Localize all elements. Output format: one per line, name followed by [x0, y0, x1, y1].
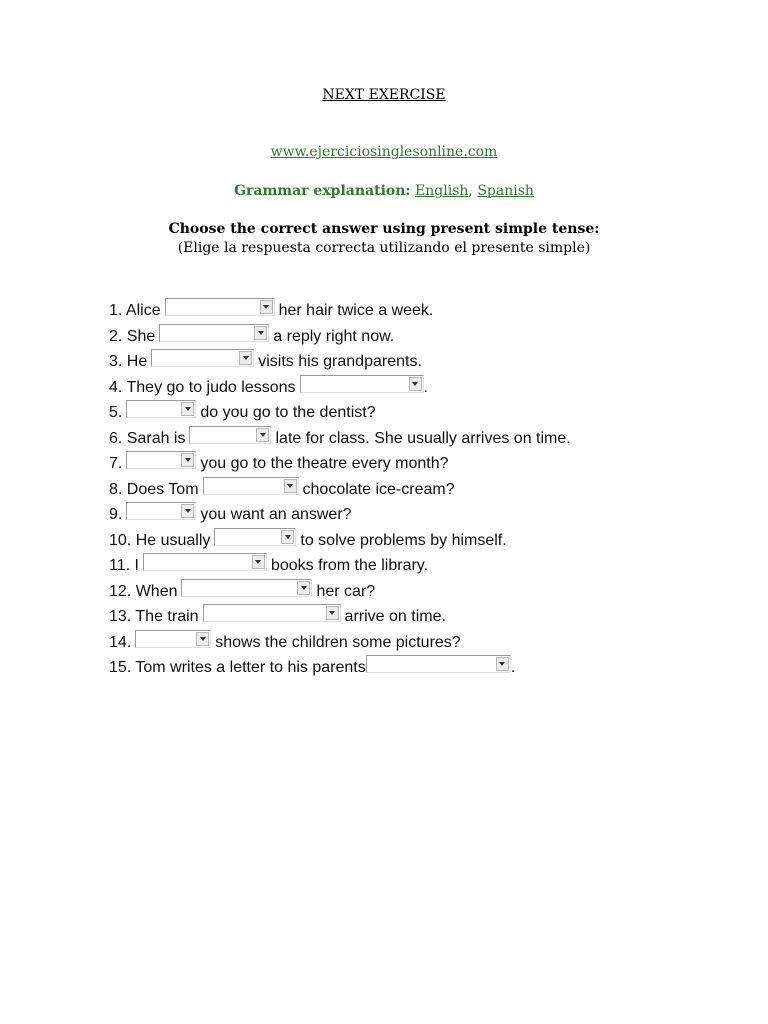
question-2 [109, 325, 394, 349]
question-text-before: 9. [109, 506, 123, 523]
chevron-down-icon [181, 453, 194, 467]
question-text-before: 12. When [109, 583, 178, 600]
question-text-before: 14. [109, 634, 132, 651]
question-text-before: 13. The train [109, 608, 199, 625]
grammar-spanish-link[interactable]: Spanish [477, 183, 534, 199]
chevron-down-icon [260, 300, 273, 314]
question-4 [109, 376, 428, 400]
question-text-before: 5. [109, 404, 123, 421]
instructions-spanish: (Elige la respuesta correcta utilizando el presente simple) [177, 240, 591, 256]
question-text-after: . [423, 379, 428, 396]
answer-dropdown-10[interactable] [214, 528, 296, 546]
chevron-down-icon [252, 555, 265, 569]
question-text-before: 10. He usually [109, 532, 211, 549]
question-6 [109, 427, 571, 451]
grammar-english-link[interactable]: English [415, 183, 469, 199]
question-7 [109, 452, 449, 476]
question-text-before: 11. I [109, 557, 139, 574]
question-text-after: . [510, 659, 516, 676]
chevron-down-icon [409, 377, 422, 391]
website-link[interactable]: www.ejerciciosinglesonline.com [270, 144, 498, 160]
question-text-before: 7. [109, 455, 123, 472]
answer-dropdown-1[interactable] [165, 298, 275, 316]
answer-dropdown-7[interactable] [126, 451, 196, 469]
question-8 [109, 478, 455, 502]
chevron-down-icon [297, 581, 310, 595]
question-text-before: 1. Alice [109, 302, 161, 319]
question-text-after: arrive on time. [344, 608, 446, 625]
chevron-down-icon [326, 606, 339, 620]
question-text-after: her car? [316, 583, 376, 600]
question-text-after: shows the children some pictures? [215, 634, 461, 651]
chevron-down-icon [281, 530, 294, 544]
answer-dropdown-5[interactable] [126, 400, 196, 418]
chevron-down-icon [496, 657, 509, 671]
question-text-after: a reply right now. [273, 328, 395, 345]
question-text-after: chocolate ice-cream? [302, 481, 455, 498]
answer-dropdown-11[interactable] [143, 553, 267, 571]
question-text-before: 15. Tom writes a letter to his parents [109, 659, 366, 676]
chevron-down-icon [239, 351, 252, 365]
answer-dropdown-2[interactable] [159, 324, 269, 342]
answer-dropdown-15[interactable] [366, 655, 511, 673]
question-10 [109, 529, 507, 553]
chevron-down-icon [284, 479, 297, 493]
chevron-down-icon [181, 504, 194, 518]
chevron-down-icon [181, 402, 194, 416]
answer-dropdown-3[interactable] [151, 349, 254, 367]
grammar-explanation-line [0, 183, 768, 199]
answer-dropdown-12[interactable] [181, 579, 312, 597]
answer-dropdown-14[interactable] [135, 630, 211, 648]
chevron-down-icon [256, 428, 269, 442]
answer-dropdown-6[interactable] [189, 426, 271, 444]
question-text-after: visits his grandparents. [258, 353, 422, 370]
grammar-separator: , [468, 183, 473, 199]
question-3 [109, 350, 422, 374]
question-14 [109, 631, 461, 655]
question-text-before: 6. Sarah is [109, 430, 186, 447]
chevron-down-icon [196, 632, 209, 646]
question-9 [109, 503, 352, 527]
question-text-before: 4. They go to judo lessons [109, 379, 296, 396]
question-text-after: you go to the theatre every month? [200, 455, 449, 472]
question-text-after: to solve problems by himself. [300, 532, 507, 549]
question-11 [109, 554, 428, 578]
question-text-after: books from the library. [270, 557, 429, 574]
question-text-after: late for class. She usually arrives on time. [275, 430, 571, 447]
question-text-after: her hair twice a week. [278, 302, 434, 319]
next-exercise-link[interactable]: NEXT EXERCISE [322, 87, 446, 103]
question-text-before: 2. She [109, 328, 156, 345]
question-13 [109, 605, 446, 629]
question-12 [109, 580, 375, 604]
question-15 [109, 656, 515, 680]
chevron-down-icon [254, 326, 267, 340]
question-text-before: 3. He [109, 353, 148, 370]
answer-dropdown-8[interactable] [203, 477, 299, 495]
question-5 [109, 401, 376, 425]
question-text-before: 8. Does Tom [109, 481, 199, 498]
question-text-after: do you go to the dentist? [200, 404, 376, 421]
answer-dropdown-13[interactable] [203, 604, 341, 622]
answer-dropdown-4[interactable] [300, 375, 424, 393]
instructions-heading: Choose the correct answer using present simple tense: [168, 221, 600, 237]
question-1 [109, 299, 433, 323]
answer-dropdown-9[interactable] [126, 502, 196, 520]
grammar-explanation-label: Grammar explanation: [234, 183, 411, 199]
question-text-after: you want an answer? [200, 506, 352, 523]
